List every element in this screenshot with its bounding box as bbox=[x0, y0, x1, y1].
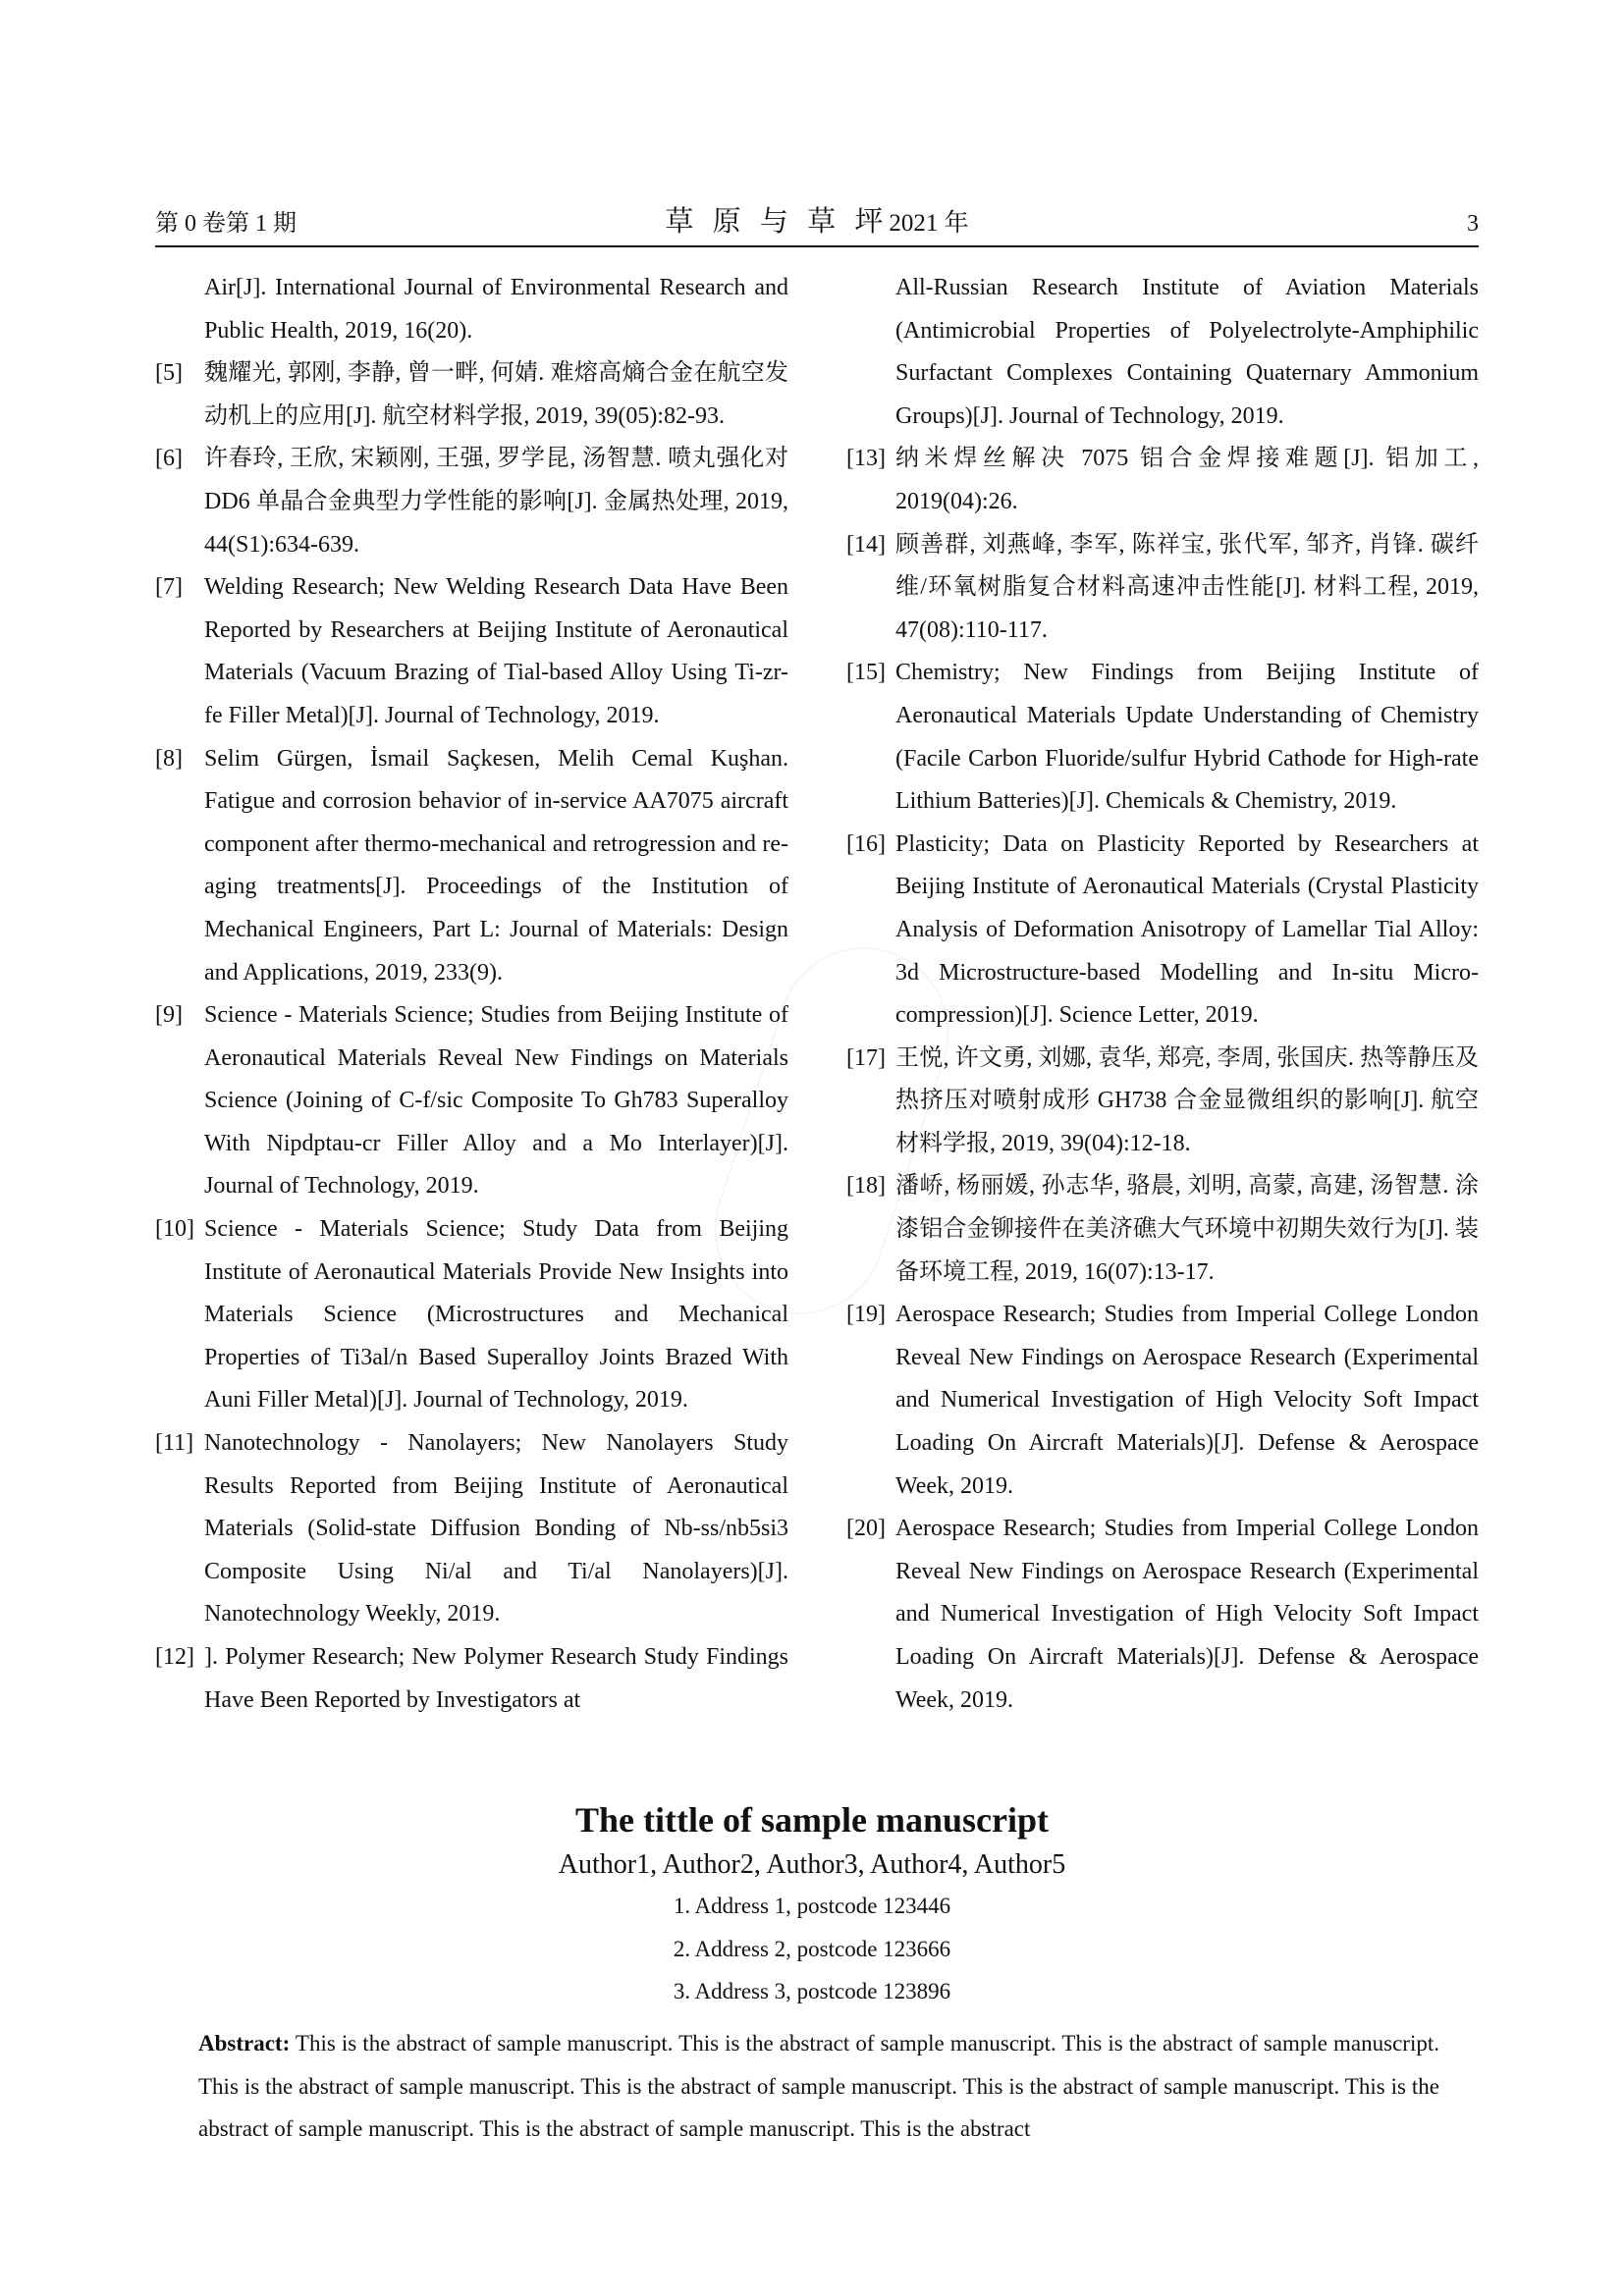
reference-text: All-Russian Research Institute of Aviation Materials (Antimicrobial Properties of Polyelectrolyte-Amphiphilic Surfactant Complexes Containing Quaternary Ammonium Groups)[J]. Journal of Technology, 2019. bbox=[895, 275, 1479, 429]
reference-number: [12] bbox=[155, 1644, 194, 1670]
reference-number: [14] bbox=[846, 531, 886, 558]
address-1: 1. Address 1, postcode 123446 bbox=[673, 1894, 951, 1918]
page-number: 3 bbox=[1467, 211, 1479, 237]
reference-number: [5] bbox=[155, 360, 183, 387]
reference-entry bbox=[846, 1165, 1479, 1294]
reference-entry bbox=[155, 1636, 788, 1722]
reference-entry bbox=[155, 566, 788, 737]
reference-number: [19] bbox=[846, 1302, 886, 1328]
reference-entry bbox=[846, 267, 1479, 438]
reference-text: 许春玲, 王欣, 宋颖刚, 王强, 罗学昆, 汤智慧. 喷丸强化对 DD6 单晶合金典型力学性能的影响[J]. 金属热处理, 2019, 44(S1):634-639. bbox=[204, 446, 788, 558]
reference-entry bbox=[846, 652, 1479, 823]
reference-number: [15] bbox=[846, 660, 886, 686]
reference-text: Plasticity; Data on Plasticity Reported by Researchers at Beijing Institute of Aeronautical Materials (Crystal Plasticity Analysis of Deformation Anisotropy of Lamellar Tial Alloy: 3d Microstructure-based Modelling and In-situ Micro-compression)[J]. Science Letter, 2019. bbox=[895, 830, 1479, 1029]
reference-text: Chemistry; New Findings from Beijing Institute of Aeronautical Materials Update Understanding of Chemistry (Facile Carbon Fluoride/sulfur Hybrid Cathode for High-rate Lithium Batteries)[J]. Chemicals & Chemistry, 2019. bbox=[895, 660, 1479, 815]
reference-entry bbox=[846, 824, 1479, 1038]
reference-number: [6] bbox=[155, 446, 183, 472]
reference-text: Aerospace Research; Studies from Imperial College London Reveal New Findings on Aerospace Research (Experimental and Numerical Investigation of High Velocity Soft Impact Loading On Aircraft Materials)[J]. Defense & Aerospace Week, 2019. bbox=[895, 1302, 1479, 1499]
abstract bbox=[198, 2022, 1439, 2151]
reference-text: 纳米焊丝解决 7075 铝合金焊接难题[J]. 铝加工, 2019(04):26. bbox=[895, 446, 1479, 514]
reference-text: Science - Materials Science; Studies from Beijing Institute of Aeronautical Materials Reveal New Findings on Materials Science (Joining of C-f/sic Composite To Gh783 Superalloy With Nipdptau-cr Filler Alloy and a Mo Interlayer)[J]. Journal of Technology, 2019. bbox=[204, 1002, 788, 1200]
journal-year: 2021 年 bbox=[889, 210, 969, 237]
references-left-column bbox=[155, 267, 788, 1722]
reference-number: [13] bbox=[846, 446, 886, 472]
reference-text: Science - Materials Science; Study Data from Beijing Institute of Aeronautical Materials Provide New Insights into Materials Science (Microstructures and Mechanical Properties of Ti3al/n Based Superalloy Joints Brazed With Auni Filler Metal)[J]. Journal of Technology, 2019. bbox=[204, 1216, 788, 1414]
reference-text: Air[J]. International Journal of Environmental Research and Public Health, 2019, 16(20). bbox=[204, 275, 788, 344]
reference-number: [17] bbox=[846, 1044, 886, 1071]
reference-entry bbox=[155, 1208, 788, 1422]
address-3: 3. Address 3, postcode 123896 bbox=[673, 1979, 951, 2004]
reference-entry bbox=[155, 267, 788, 352]
reference-entry bbox=[846, 1294, 1479, 1508]
reference-entry bbox=[155, 352, 788, 438]
reference-number: [16] bbox=[846, 830, 886, 857]
reference-entry bbox=[155, 738, 788, 995]
reference-text: 顾善群, 刘燕峰, 李军, 陈祥宝, 张代军, 邹齐, 肖锋. 碳纤维/环氧树脂复合材料高速冲击性能[J]. 材料工程, 2019, 47(08):110-117. bbox=[895, 531, 1479, 643]
reference-text: Nanotechnology - Nanolayers; New Nanolayers Study Results Reported from Beijing Institute of Aeronautical Materials (Solid-state Diffusion Bonding of Nb-ss/nb5si3 Composite Using Ni/al and Ti/al Nanolayers)[J]. Nanotechnology Weekly, 2019. bbox=[204, 1430, 788, 1628]
reference-entry bbox=[155, 438, 788, 566]
manuscript-heading bbox=[196, 1798, 1428, 2013]
reference-text: Selim Gürgen, İsmail Saçkesen, Melih Cemal Kuşhan. Fatigue and corrosion behavior of in-service AA7075 aircraft component after thermo-mechanical and retrogression and re-aging treatments[J]. Proceedings of the Institution of Mechanical Engineers, Part L: Journal of Materials: Design and Applications, 2019, 233(9). bbox=[204, 745, 788, 986]
abstract-text: This is the abstract of sample manuscript. This is the abstract of sample manuscript. This is the abstract of sample manuscript. This is the abstract of sample manuscript. This is the abstract of sample manuscript. This is the abstract of sample manuscript. This is the abstract of sample manuscript. This is the abstract of sample manuscript. This is the abstract bbox=[198, 2031, 1439, 2142]
abstract-label: Abstract: bbox=[198, 2031, 291, 2056]
reference-number: [11] bbox=[155, 1430, 194, 1457]
reference-entry bbox=[155, 994, 788, 1208]
reference-text: 王悦, 许文勇, 刘娜, 袁华, 郑亮, 李周, 张国庆. 热等静压及热挤压对喷射成形 GH738 合金显微组织的影响[J]. 航空材料学报, 2019, 39(04):12-18. bbox=[895, 1044, 1479, 1156]
reference-number: [9] bbox=[155, 1002, 183, 1029]
running-header bbox=[155, 202, 1479, 247]
reference-number: [7] bbox=[155, 574, 183, 601]
reference-number: [10] bbox=[155, 1216, 194, 1243]
reference-text: ]. Polymer Research; New Polymer Research Study Findings Have Been Reported by Investigators at bbox=[204, 1644, 788, 1713]
address-2: 2. Address 2, postcode 123666 bbox=[673, 1936, 951, 1961]
author-list: Author1, Author2, Author3, Author4, Author5 bbox=[558, 1849, 1066, 1880]
reference-number: [8] bbox=[155, 745, 183, 772]
reference-text: 魏耀光, 郭刚, 李静, 曾一畔, 何婧. 难熔高熵合金在航空发动机上的应用[J]. 航空材料学报, 2019, 39(05):82-93. bbox=[204, 360, 788, 429]
reference-entry bbox=[846, 1508, 1479, 1722]
reference-entry bbox=[846, 1038, 1479, 1166]
reference-text: Aerospace Research; Studies from Imperial College London Reveal New Findings on Aerospace Research (Experimental and Numerical Investigation of High Velocity Soft Impact Loading On Aircraft Materials)[J]. Defense & Aerospace Week, 2019. bbox=[895, 1516, 1479, 1713]
journal-name bbox=[155, 199, 1479, 240]
journal-title: 草 原 与 草 坪 bbox=[665, 206, 890, 238]
reference-entry bbox=[155, 1422, 788, 1636]
references-right-column bbox=[846, 267, 1479, 1722]
paper-title: The tittle of sample manuscript bbox=[575, 1800, 1049, 1840]
reference-number: [20] bbox=[846, 1516, 886, 1542]
reference-text: 潘峤, 杨丽媛, 孙志华, 骆晨, 刘明, 高蒙, 高建, 汤智慧. 涂漆铝合金铆接件在美济礁大气环境中初期失效行为[J]. 装备环境工程, 2019, 16(07):13-17. bbox=[895, 1173, 1479, 1285]
reference-entry bbox=[846, 438, 1479, 523]
volume-issue: 第 0 卷第 1 期 bbox=[155, 211, 297, 237]
reference-number: [18] bbox=[846, 1173, 886, 1200]
reference-entry bbox=[846, 524, 1479, 653]
reference-text: Welding Research; New Welding Research Data Have Been Reported by Researchers at Beijing Institute of Aeronautical Materials (Vacuum Brazing of Tial-based Alloy Using Ti-zr-fe Filler Metal)[J]. Journal of Technology, 2019. bbox=[204, 574, 788, 728]
